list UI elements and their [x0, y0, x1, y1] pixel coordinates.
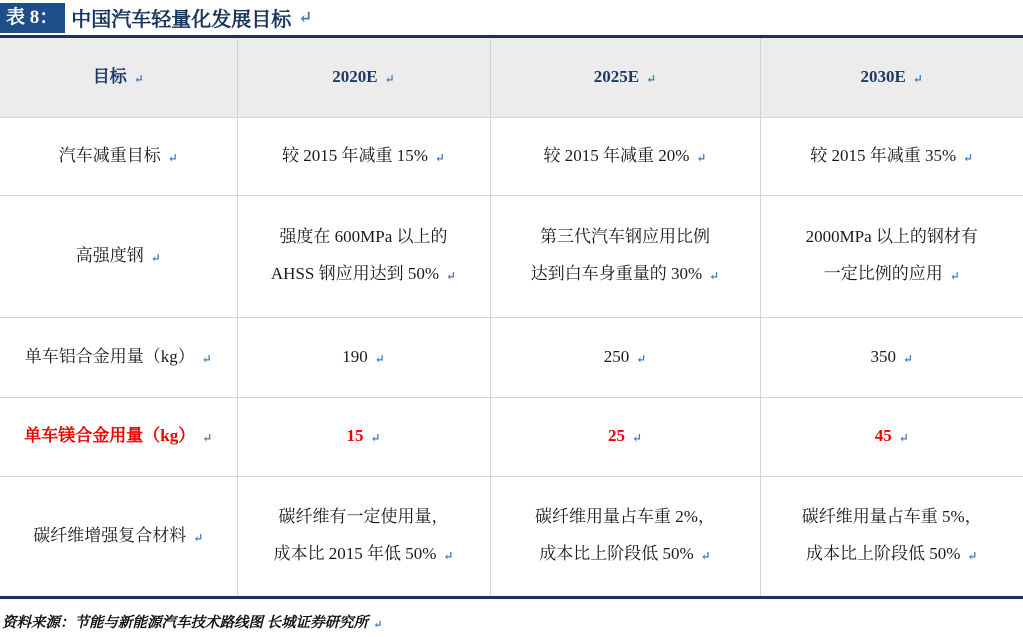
column-header-2020e	[237, 38, 490, 117]
table-cell: 350 ↵	[760, 317, 1023, 397]
table-number-tag: 表 8：	[0, 3, 65, 33]
return-mark-icon: ↵	[370, 431, 381, 446]
return-mark-icon: ↵	[443, 549, 454, 563]
return-mark-icon: ↵	[709, 269, 720, 283]
return-mark-icon: ↵	[150, 250, 161, 265]
return-mark-icon: ↵	[967, 549, 978, 563]
return-mark-icon: ↵	[631, 431, 643, 446]
row-label: 单车镁合金用量（kg） ↵	[0, 397, 237, 476]
return-mark-icon: ↵	[434, 150, 445, 165]
return-mark-icon: ↵	[374, 351, 385, 366]
return-mark-icon: ↵	[133, 71, 144, 86]
return-mark-icon: ↵	[373, 618, 383, 631]
row-label: 汽车减重目标 ↵	[0, 117, 237, 195]
table-cell: 较 2015 年减重 15% ↵	[237, 117, 490, 195]
table-cell: 强度在 600MPa 以上的 AHSS 钢应用达到 50% ↵	[237, 195, 490, 317]
return-mark-icon: ↵	[193, 530, 204, 545]
table-row-magnesium-per-vehicle	[0, 397, 1023, 476]
return-mark-icon: ↵	[898, 431, 909, 446]
column-header-label: 目标	[92, 66, 127, 86]
table-title-bar	[0, 0, 1023, 38]
table-cell: 碳纤维有一定使用量， 成本比 2015 年低 50% ↵	[237, 476, 490, 597]
table-cell: 15 ↵	[237, 397, 490, 476]
return-mark-icon: ↵	[636, 351, 647, 366]
return-mark-icon: ↵	[912, 71, 923, 86]
table-cell: 2000MPa 以上的钢材有 一定比例的应用 ↵	[760, 195, 1023, 317]
column-header-label: 2025E	[593, 66, 640, 86]
return-mark-icon: ↵	[384, 71, 395, 86]
table-cell: 190 ↵	[237, 317, 490, 397]
return-mark-icon: ↵	[963, 150, 974, 165]
column-header-2025e	[490, 38, 760, 117]
table-cell: 较 2015 年减重 20% ↵	[490, 117, 760, 195]
table-title: 中国汽车轻量化发展目标	[71, 9, 292, 31]
return-mark-icon: ↵	[696, 150, 707, 165]
source-note	[0, 611, 1023, 632]
return-mark-icon: ↵	[201, 351, 212, 366]
return-mark-icon: ↵	[446, 269, 457, 283]
column-header-label: 2020E	[332, 66, 378, 86]
row-label: 高强度钢 ↵	[0, 195, 237, 317]
return-mark-icon: ↵	[646, 71, 657, 86]
return-mark-icon: ↵	[298, 7, 313, 27]
column-header-goal	[0, 38, 237, 117]
return-mark-icon: ↵	[949, 269, 960, 283]
table-cell: 250 ↵	[490, 317, 760, 397]
table-row-aluminum-per-vehicle	[0, 317, 1023, 397]
row-label: 单车铝合金用量（kg） ↵	[0, 317, 237, 397]
table-row-carbon-fiber-composite	[0, 476, 1023, 597]
return-mark-icon: ↵	[167, 150, 178, 165]
row-label: 碳纤维增强复合材料 ↵	[0, 476, 237, 597]
table-cell: 较 2015 年减重 35% ↵	[760, 117, 1023, 195]
table-cell: 第三代汽车钢应用比例 达到白车身重量的 30% ↵	[490, 195, 760, 317]
return-mark-icon: ↵	[700, 549, 711, 563]
column-header-label: 2030E	[860, 66, 906, 86]
column-header-2030e	[760, 38, 1023, 117]
table-row-weight-reduction	[0, 117, 1023, 195]
source-text: 资料来源：节能与新能源汽车技术路线图 长城证券研究所	[2, 614, 369, 631]
return-mark-icon: ↵	[902, 351, 914, 366]
table-cell: 碳纤维用量占车重 5%， 成本比上阶段低 50% ↵	[760, 476, 1023, 597]
table-cell: 碳纤维用量占车重 2%， 成本比上阶段低 50% ↵	[490, 476, 760, 597]
table-cell: 25 ↵	[490, 397, 760, 476]
header-row	[0, 38, 1023, 117]
return-mark-icon: ↵	[202, 431, 213, 446]
table-cell: 45 ↵	[760, 397, 1023, 476]
lightweighting-goals-table	[0, 38, 1023, 599]
table-row-high-strength-steel	[0, 195, 1023, 317]
